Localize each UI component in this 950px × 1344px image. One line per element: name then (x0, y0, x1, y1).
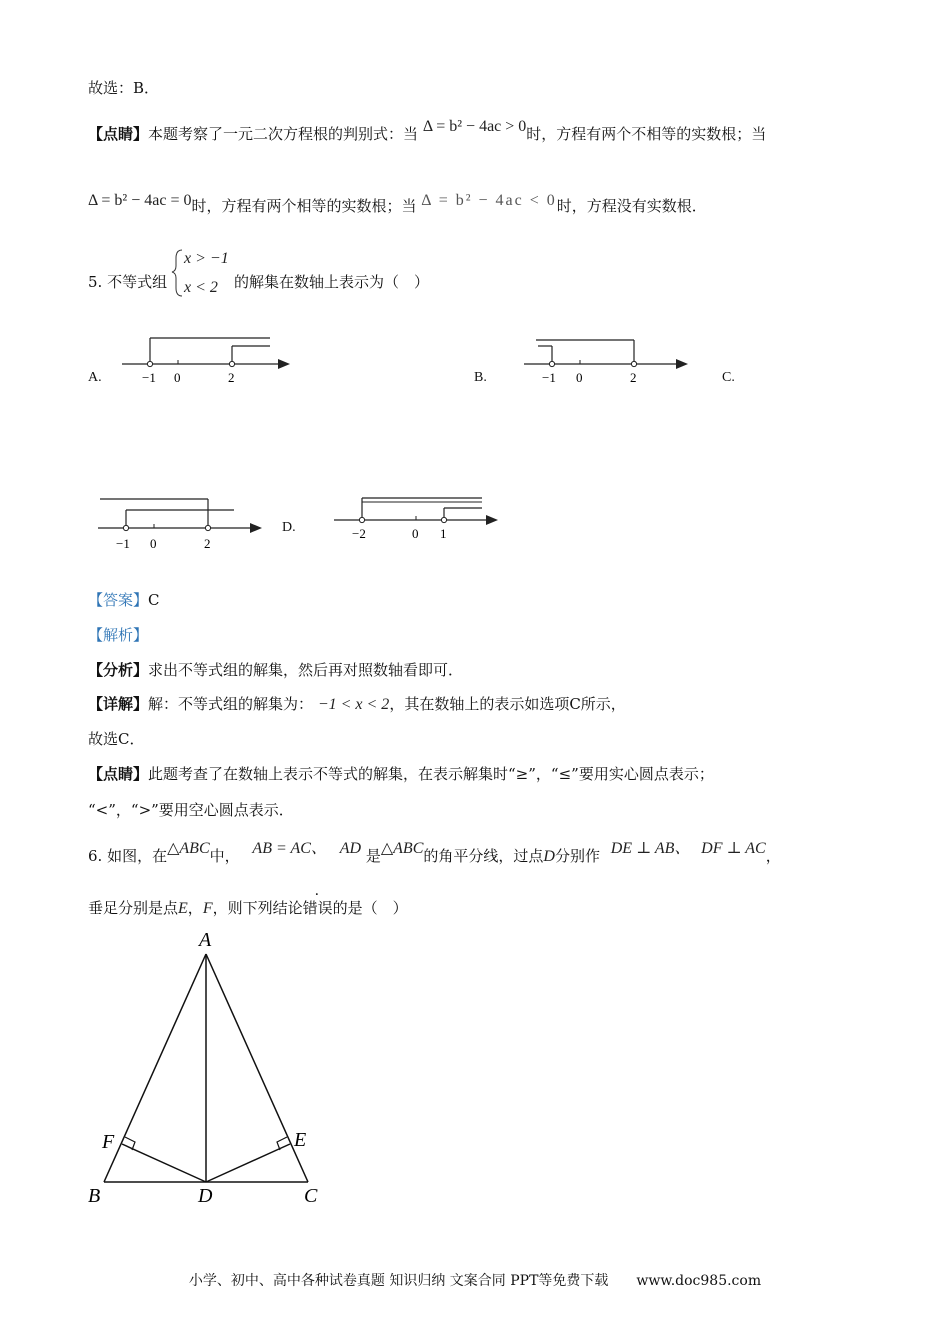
q5-answer (88, 590, 160, 610)
option-d-number-line (330, 490, 510, 542)
triangle-abc: △ABC (380, 840, 424, 857)
discriminant-negative: Δ = b² − 4ac < 0 (421, 192, 557, 209)
discriminant-zero: Δ = b² − 4ac = 0 (88, 192, 192, 209)
option-d-label: D. (282, 520, 296, 535)
q6-text: ， (765, 847, 781, 865)
fenxi-tag: 【分析】 (88, 661, 149, 679)
note-text: 时，方程有两个相等的实数根；当 (191, 197, 417, 215)
q4-conclusion: 故选：B． (88, 79, 160, 97)
tick-label: −1 (142, 370, 156, 385)
q6-text: 分别作 (554, 847, 600, 865)
note-text: 时，方程有两个不相等的实数根；当 (526, 125, 767, 143)
point-d-label: D (198, 1185, 213, 1207)
equal-sides: AB = AC、 (252, 840, 327, 857)
q6-stem-line2 (88, 898, 408, 919)
option-a-number-line (118, 330, 298, 390)
tick-label: 2 (630, 370, 637, 385)
detail-tag: 【详解】 (88, 695, 149, 713)
tick-label: −2 (352, 526, 366, 541)
q6-text: 的角平分线，过点 (423, 847, 544, 865)
arrow-icon (278, 359, 290, 369)
tick-label: 2 (228, 370, 235, 385)
option-b-number-line (520, 332, 700, 390)
discriminant-positive: Δ = b² − 4ac > 0 (422, 118, 527, 135)
vertex-c: C (304, 1185, 318, 1207)
tick-label: −1 (116, 536, 130, 551)
point-d: D (543, 848, 555, 865)
tick-label: 1 (440, 526, 447, 541)
q5-fenxi (88, 660, 463, 680)
emphasized-word: 错误 (302, 899, 333, 917)
tick-label: 0 (576, 370, 583, 385)
option-c-label: C. (722, 370, 735, 385)
q5-conclusion: 故选C． (88, 730, 145, 748)
point-e-label: E (294, 1129, 307, 1151)
question-number: 5. 不等式组 (88, 273, 168, 291)
answer-tag: 【答案】 (88, 591, 149, 609)
inequality-2: x < 2 (184, 279, 218, 296)
arrow-icon (486, 515, 498, 525)
q6-text: ，则下列结论 (212, 899, 303, 917)
note-text: 本题考察了一元二次方程根的判别式：当 (148, 125, 419, 143)
point-e: E (178, 900, 188, 917)
option-a-label: A. (88, 370, 102, 385)
detail-text: ，其在数轴上的表示如选项C所示， (389, 695, 626, 713)
q5-note-line1 (88, 764, 714, 784)
inequality-1: x > −1 (184, 250, 229, 267)
triangle-figure (80, 926, 340, 1216)
tick-label: −1 (542, 370, 556, 385)
q6-text: 的是（ ） (332, 899, 408, 917)
tick-label: 2 (204, 536, 211, 551)
q5-analysis-tag: 【解析】 (88, 626, 149, 644)
page-footer: 小学、初中、高中各种试卷真题 知识归纳 文案合同 PPT等免费下载 www.doc985.com (188, 1273, 762, 1289)
vertex-a: A (199, 929, 212, 951)
perpendicular-de: DE ⊥ AB、 (610, 840, 691, 857)
point-f-label: F (102, 1131, 115, 1153)
tick-label: 0 (150, 536, 157, 551)
perpendicular-df: DF ⊥ AC (701, 840, 766, 857)
answer-value: C (148, 591, 160, 609)
q5-stem (88, 272, 167, 292)
tick-label: 0 (174, 370, 181, 385)
detail-text: 解：不等式组的解集为： (148, 695, 314, 713)
q5-detail (88, 694, 626, 715)
option-c-number-line (94, 492, 274, 554)
q6-text: 6. 如图，在 (88, 847, 168, 865)
q6-text: 垂足分别是点 (88, 899, 179, 917)
q4-note-line1 (88, 118, 767, 145)
q6-text: 中， (209, 847, 240, 865)
note-tag: 【点睛】 (88, 125, 149, 143)
vertex-b: B (88, 1185, 101, 1207)
arrow-icon (250, 523, 262, 533)
note-tag: 【点睛】 (88, 765, 149, 783)
solution-set: −1 < x < 2 (317, 696, 390, 713)
arrow-icon (676, 359, 688, 369)
option-b-label: B. (474, 370, 487, 385)
triangle-abc: △ABC (167, 840, 210, 857)
tick-label: 0 (412, 526, 419, 541)
q6-stem-line1 (88, 840, 781, 867)
q6-text: 是 (365, 847, 381, 865)
q5-stem-rest: 的解集在数轴上表示为（ ） (234, 273, 430, 291)
segment-ad: AD (339, 840, 362, 857)
note-text: 时，方程没有实数根． (556, 197, 707, 215)
q5-note-line2: “<”，“>”要用空心圆点表示． (88, 801, 294, 819)
point-f: F (202, 900, 213, 917)
q6-text: ， (187, 899, 203, 917)
note-text: 此题考查了在数轴上表示不等式的解集，在表示解集时“≥”，“≤”要用实心圆点表示； (148, 765, 714, 783)
inequality-system (170, 244, 240, 300)
fenxi-text: 求出不等式组的解集，然后再对照数轴看即可． (148, 661, 464, 679)
q4-note-line2 (88, 192, 707, 217)
